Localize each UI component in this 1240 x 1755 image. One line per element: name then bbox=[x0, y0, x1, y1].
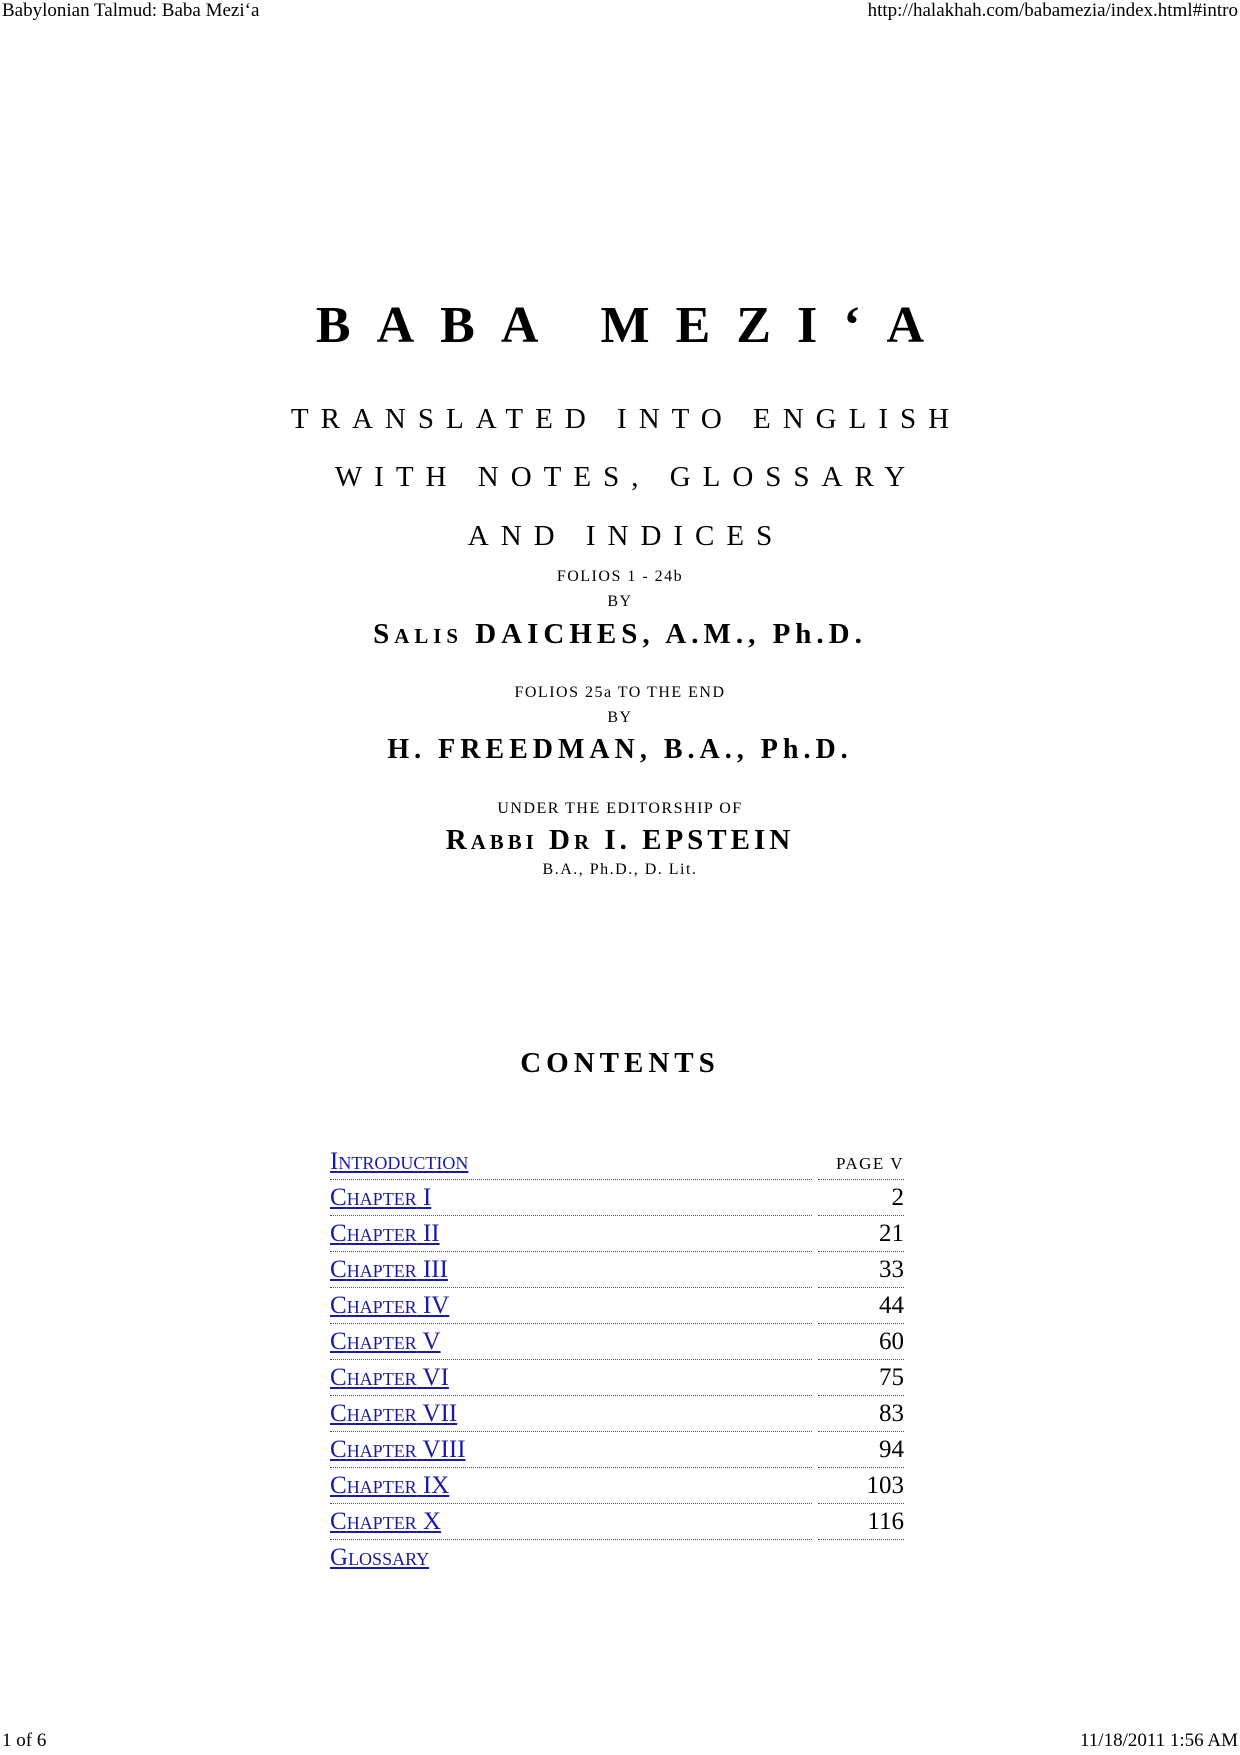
toc-entry-cell bbox=[330, 1360, 812, 1396]
toc-link-number: IX bbox=[422, 1472, 450, 1499]
print-header-title: Babylonian Talmud: Baba Mezi‘a bbox=[2, 0, 260, 21]
toc-page-cell bbox=[818, 1360, 904, 1396]
toc-page-cell bbox=[818, 1432, 904, 1468]
toc-page-number: 44 bbox=[879, 1292, 904, 1319]
toc-link-rest: HAPTER bbox=[346, 1333, 417, 1353]
editor-title-rest: ABBI bbox=[470, 830, 538, 854]
author1-name bbox=[0, 616, 1240, 654]
toc-entry-cell bbox=[330, 1324, 812, 1360]
toc-link-number: X bbox=[422, 1508, 442, 1535]
toc-page-cell bbox=[818, 1216, 904, 1252]
subtitle-line-3: AND INDICES bbox=[467, 520, 785, 552]
toc-link-rest: HAPTER bbox=[346, 1225, 417, 1245]
toc-page-number: 75 bbox=[879, 1364, 904, 1391]
toc-page-cell bbox=[818, 1324, 904, 1360]
toc-link-rest: HAPTER bbox=[346, 1513, 417, 1533]
toc-page-number: 103 bbox=[866, 1472, 904, 1499]
toc-row bbox=[330, 1144, 904, 1180]
toc-page-number: 116 bbox=[867, 1508, 904, 1535]
toc-row bbox=[330, 1396, 904, 1432]
toc-link-rest: HAPTER bbox=[346, 1297, 417, 1317]
toc-link[interactable] bbox=[330, 1508, 441, 1535]
toc-link-initial: C bbox=[330, 1472, 347, 1499]
editor-dr-initial: D bbox=[549, 824, 574, 856]
subtitle-line-1: TRANSLATED INTO ENGLISH bbox=[290, 403, 962, 435]
toc-link-number: III bbox=[422, 1256, 448, 1283]
toc-link-initial: C bbox=[330, 1508, 347, 1535]
toc-link-initial: C bbox=[330, 1220, 347, 1247]
toc-link-initial: C bbox=[330, 1364, 347, 1391]
toc-page-cell bbox=[818, 1540, 904, 1575]
toc-link-initial: C bbox=[330, 1400, 347, 1427]
toc-link-rest: HAPTER bbox=[346, 1369, 417, 1389]
toc-link-number: II bbox=[422, 1220, 440, 1247]
author1-first-rest: ALIS bbox=[394, 624, 463, 648]
toc-link-rest: HAPTER bbox=[346, 1261, 417, 1281]
toc-link-rest: HAPTER bbox=[346, 1189, 417, 1209]
toc-row bbox=[330, 1468, 904, 1504]
subtitle-line-2: WITH NOTES, GLOSSARY bbox=[334, 461, 918, 493]
toc-link-rest: HAPTER bbox=[346, 1477, 417, 1497]
editor-name bbox=[0, 822, 1240, 860]
toc-entry-cell bbox=[330, 1396, 812, 1432]
toc-link-number: VI bbox=[422, 1364, 449, 1391]
toc-link[interactable] bbox=[330, 1364, 449, 1391]
toc-link-initial: C bbox=[330, 1328, 347, 1355]
print-footer-date: 11/18/2011 1:56 AM bbox=[1080, 1730, 1238, 1751]
toc-link[interactable] bbox=[330, 1292, 449, 1319]
toc-link-rest: HAPTER bbox=[346, 1441, 417, 1461]
toc-row bbox=[330, 1252, 904, 1288]
toc-link-rest: LOSSARY bbox=[348, 1549, 430, 1569]
part2-folios: FOLIOS 25a TO THE END bbox=[514, 684, 726, 701]
toc-link-number: IV bbox=[422, 1292, 450, 1319]
toc-page-number: 83 bbox=[879, 1400, 904, 1427]
toc-page-cell bbox=[818, 1468, 904, 1504]
toc-link-initial: G bbox=[330, 1544, 349, 1571]
toc-link-initial: C bbox=[330, 1436, 347, 1463]
toc-page-cell bbox=[818, 1180, 904, 1216]
toc-page-number: 2 bbox=[891, 1184, 904, 1211]
toc-row bbox=[330, 1432, 904, 1468]
book-title: BABA MEZI‘A bbox=[315, 297, 951, 354]
part1-by: BY bbox=[607, 593, 633, 610]
toc-entry-cell bbox=[330, 1180, 812, 1216]
toc-entry-cell bbox=[330, 1252, 812, 1288]
toc-link-number: VIII bbox=[422, 1436, 466, 1463]
toc-link-number: I bbox=[422, 1184, 432, 1211]
toc-link[interactable] bbox=[330, 1220, 440, 1247]
author1-surname: DAICHES, A.M., Ph.D. bbox=[475, 618, 867, 650]
toc-page-cell bbox=[818, 1504, 904, 1540]
toc-link[interactable] bbox=[330, 1256, 448, 1283]
editor-degrees: B.A., Ph.D., D. Lit. bbox=[542, 861, 698, 878]
toc-link-initial: C bbox=[330, 1256, 347, 1283]
table-of-contents bbox=[330, 1144, 904, 1576]
editorship-label: UNDER THE EDITORSHIP OF bbox=[497, 800, 743, 817]
toc-row bbox=[330, 1324, 904, 1360]
toc-link-initial: I bbox=[330, 1148, 339, 1175]
toc-row bbox=[330, 1360, 904, 1396]
toc-page-number: 21 bbox=[879, 1220, 904, 1247]
toc-row bbox=[330, 1288, 904, 1324]
toc-entry-cell bbox=[330, 1288, 812, 1324]
toc-entry-cell bbox=[330, 1432, 812, 1468]
print-header-url: http://halakhah.com/babamezia/index.html#intro bbox=[867, 0, 1238, 21]
toc-link-rest: HAPTER bbox=[346, 1405, 417, 1425]
toc-link-rest: NTRODUCTION bbox=[338, 1153, 469, 1173]
editor-dr-rest: R bbox=[573, 830, 594, 854]
toc-page-number: 94 bbox=[879, 1436, 904, 1463]
toc-link[interactable] bbox=[330, 1436, 466, 1463]
toc-link[interactable] bbox=[330, 1148, 468, 1175]
toc-link[interactable] bbox=[330, 1328, 441, 1355]
toc-entry-cell bbox=[330, 1144, 812, 1180]
part2-by: BY bbox=[607, 709, 633, 726]
toc-link-initial: C bbox=[330, 1292, 347, 1319]
contents-heading: CONTENTS bbox=[520, 1047, 720, 1079]
toc-page-number: 60 bbox=[879, 1328, 904, 1355]
toc-link[interactable] bbox=[330, 1400, 457, 1427]
toc-page-cell bbox=[818, 1396, 904, 1432]
toc-link-initial: C bbox=[330, 1184, 347, 1211]
toc-entry-cell bbox=[330, 1540, 812, 1575]
toc-entry-cell bbox=[330, 1504, 812, 1540]
toc-row bbox=[330, 1180, 904, 1216]
toc-row bbox=[330, 1504, 904, 1540]
print-footer-page: 1 of 6 bbox=[2, 1730, 47, 1751]
toc-page-cell bbox=[818, 1252, 904, 1288]
toc-entry-cell bbox=[330, 1468, 812, 1504]
editor-title-initial: R bbox=[445, 824, 471, 856]
toc-link[interactable] bbox=[330, 1544, 429, 1571]
toc-link[interactable] bbox=[330, 1184, 431, 1211]
toc-row bbox=[330, 1540, 904, 1576]
toc-link-number: VII bbox=[422, 1400, 458, 1427]
toc-link[interactable] bbox=[330, 1472, 449, 1499]
toc-page-cell bbox=[818, 1288, 904, 1324]
toc-link-number: V bbox=[422, 1328, 441, 1355]
toc-page-number: 33 bbox=[879, 1256, 904, 1283]
part1-folios: FOLIOS 1 - 24b bbox=[556, 568, 684, 585]
toc-row bbox=[330, 1216, 904, 1252]
editor-surname: I. EPSTEIN bbox=[604, 824, 795, 856]
author2-name: H. FREEDMAN, B.A., Ph.D. bbox=[387, 734, 853, 765]
toc-page-header: PAGE V bbox=[835, 1154, 904, 1173]
author1-first-initial: S bbox=[373, 618, 395, 650]
toc-page-cell bbox=[818, 1144, 904, 1180]
toc-entry-cell bbox=[330, 1216, 812, 1252]
